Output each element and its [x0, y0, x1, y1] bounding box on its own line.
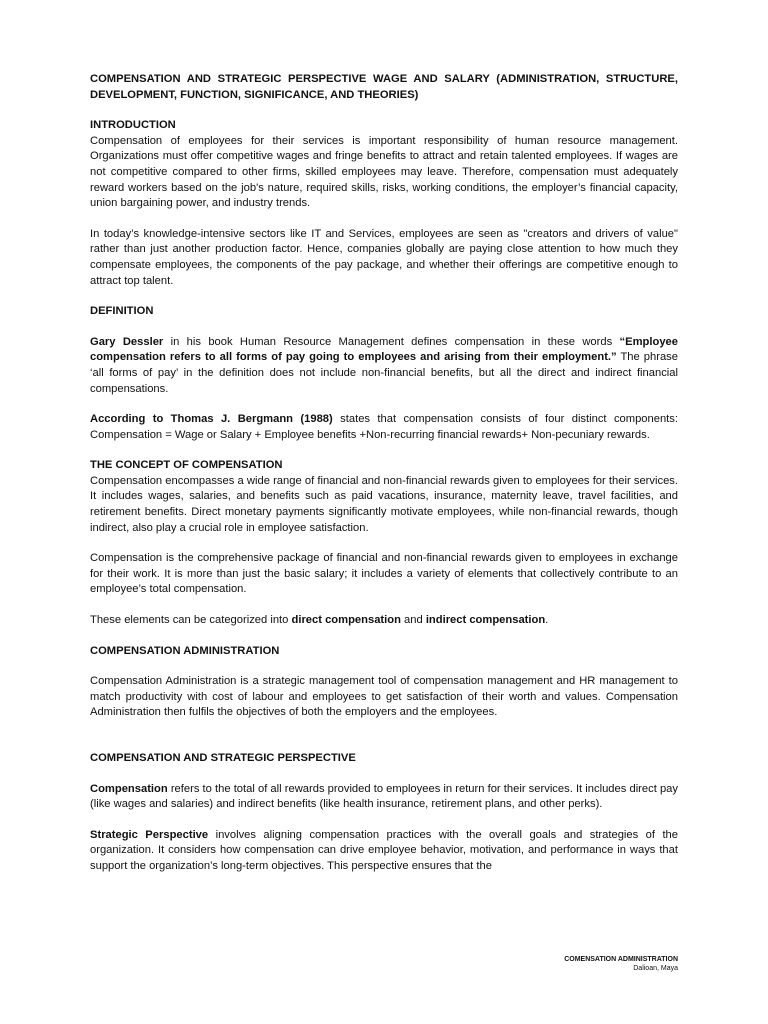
- definition-bergmann-text: states that compensation consists of four distinct components: Compensation = Wage or Salary + Employee benefits +Non-recurring financial rewards+ Non-pecuniary rewards.: [90, 413, 678, 441]
- paragraph-definition-bergmann: [90, 412, 678, 443]
- definition-dessler-end: The phrase ‘all forms of pay’ in the definition does not include non-financial benefits, but all the direct and indirect financial compensations.: [90, 351, 679, 395]
- paragraph-strategic-defined: [90, 828, 678, 875]
- paragraph-definition-dessler: [90, 335, 678, 397]
- heading-concept: THE CONCEPT OF COMPENSATION: [90, 459, 283, 472]
- definition-dessler-quote: “Employee compensation refers to all forms of pay going to employees and arising from their employment.”: [90, 335, 678, 364]
- document-title: COMPENSATION AND STRATEGIC PERSPECTIVE WAGE AND SALARY (ADMINISTRATION, STRUCTURE, DEVELOPMENT, FUNCTION, SIGNIFICANCE, AND THEORIES): [90, 73, 678, 101]
- heading-strategic-perspective: COMPENSATION AND STRATEGIC PERSPECTIVE: [90, 752, 356, 764]
- paragraph-intro-1: Compensation of employees for their services is important responsibility of human resource management. Organizations must offer competitive wages and fringe benefits to attract and retain talented employees. If wages are not competitive compared to other firms, skilled employees may leave. Therefore, compensation must adequately reward workers based on the job's nature, required skills, risks, working conditions, the employer’s financial capacity, union bargaining power, and industry trends.: [90, 134, 678, 210]
- author-bergmann: According to Thomas J. Bergmann (1988): [90, 413, 333, 426]
- footer-author: Dalioan, Maya: [633, 965, 678, 972]
- definition-dessler-text: in his book Human Resource Management defines compensation in these words: [163, 335, 620, 348]
- document-body: [90, 72, 678, 875]
- heading-administration: COMPENSATION ADMINISTRATION: [90, 644, 280, 657]
- paragraph-concept-1: Compensation encompasses a wide range of financial and non-financial rewards given to employees for their services. It includes wages, salaries, and benefits such as paid vacations, insurance, maternity leave, travel facilities, and retirement benefits. Direct monetary payments significantly motivate employees, while non-financial rewards, though indirect, also play a crucial role in employee satisfaction.: [90, 474, 678, 534]
- paragraph-compensation-defined: [90, 782, 678, 813]
- paragraph-concept-3: [90, 613, 678, 629]
- concept-3-start: These elements can be categorized into: [90, 614, 292, 627]
- compensation-defined-text: refers to the total of all rewards provided to employees in return for their services. It includes direct pay (like wages and salaries) and indirect benefits (like health insurance, retirement plans, and other perks).: [90, 782, 678, 811]
- heading-introduction: INTRODUCTION: [90, 119, 176, 132]
- paragraph-concept-2: Compensation is the comprehensive package of financial and non-financial rewards given to employees in exchange for their work. It is more than just the basic salary; it includes a variety of elements that collectively contribute to an employee’s total compensation.: [90, 552, 678, 596]
- term-compensation: Compensation: [90, 782, 168, 795]
- concept-3-end: .: [545, 614, 549, 627]
- term-strategic-perspective: Strategic Perspective: [90, 828, 209, 841]
- term-indirect-compensation: indirect compensation: [425, 614, 546, 627]
- concept-3-and: and: [400, 614, 426, 627]
- paragraph-intro-2: In today’s knowledge-intensive sectors like IT and Services, employees are seen as "creators and drivers of value" rather than just another production factor. Hence, companies globally are paying close attention to how much they compensate employees, the components of the pay package, and whether their offerings are competitive enough to attract top talent.: [90, 227, 678, 287]
- heading-definition: DEFINITION: [90, 305, 154, 318]
- strategic-defined-text: involves aligning compensation practices with the overall goals and strategies of the organization. It considers how compensation can drive employee behavior, motivation, and performance in ways that support the organization’s long-term objectives. This perspective ensures that the: [90, 828, 678, 872]
- footer-title: COMENSATION ADMINISTRATION: [564, 956, 678, 963]
- page-footer: [564, 955, 678, 973]
- term-direct-compensation: direct compensation: [291, 614, 401, 627]
- author-dessler: Gary Dessler: [90, 335, 164, 348]
- paragraph-administration: Compensation Administration is a strategic management tool of compensation management and HR management to match productivity with cost of labour and employees to get satisfaction of their worth and values. Compensation Administration then fulfils the objectives of both the employers and the employees.: [90, 675, 678, 719]
